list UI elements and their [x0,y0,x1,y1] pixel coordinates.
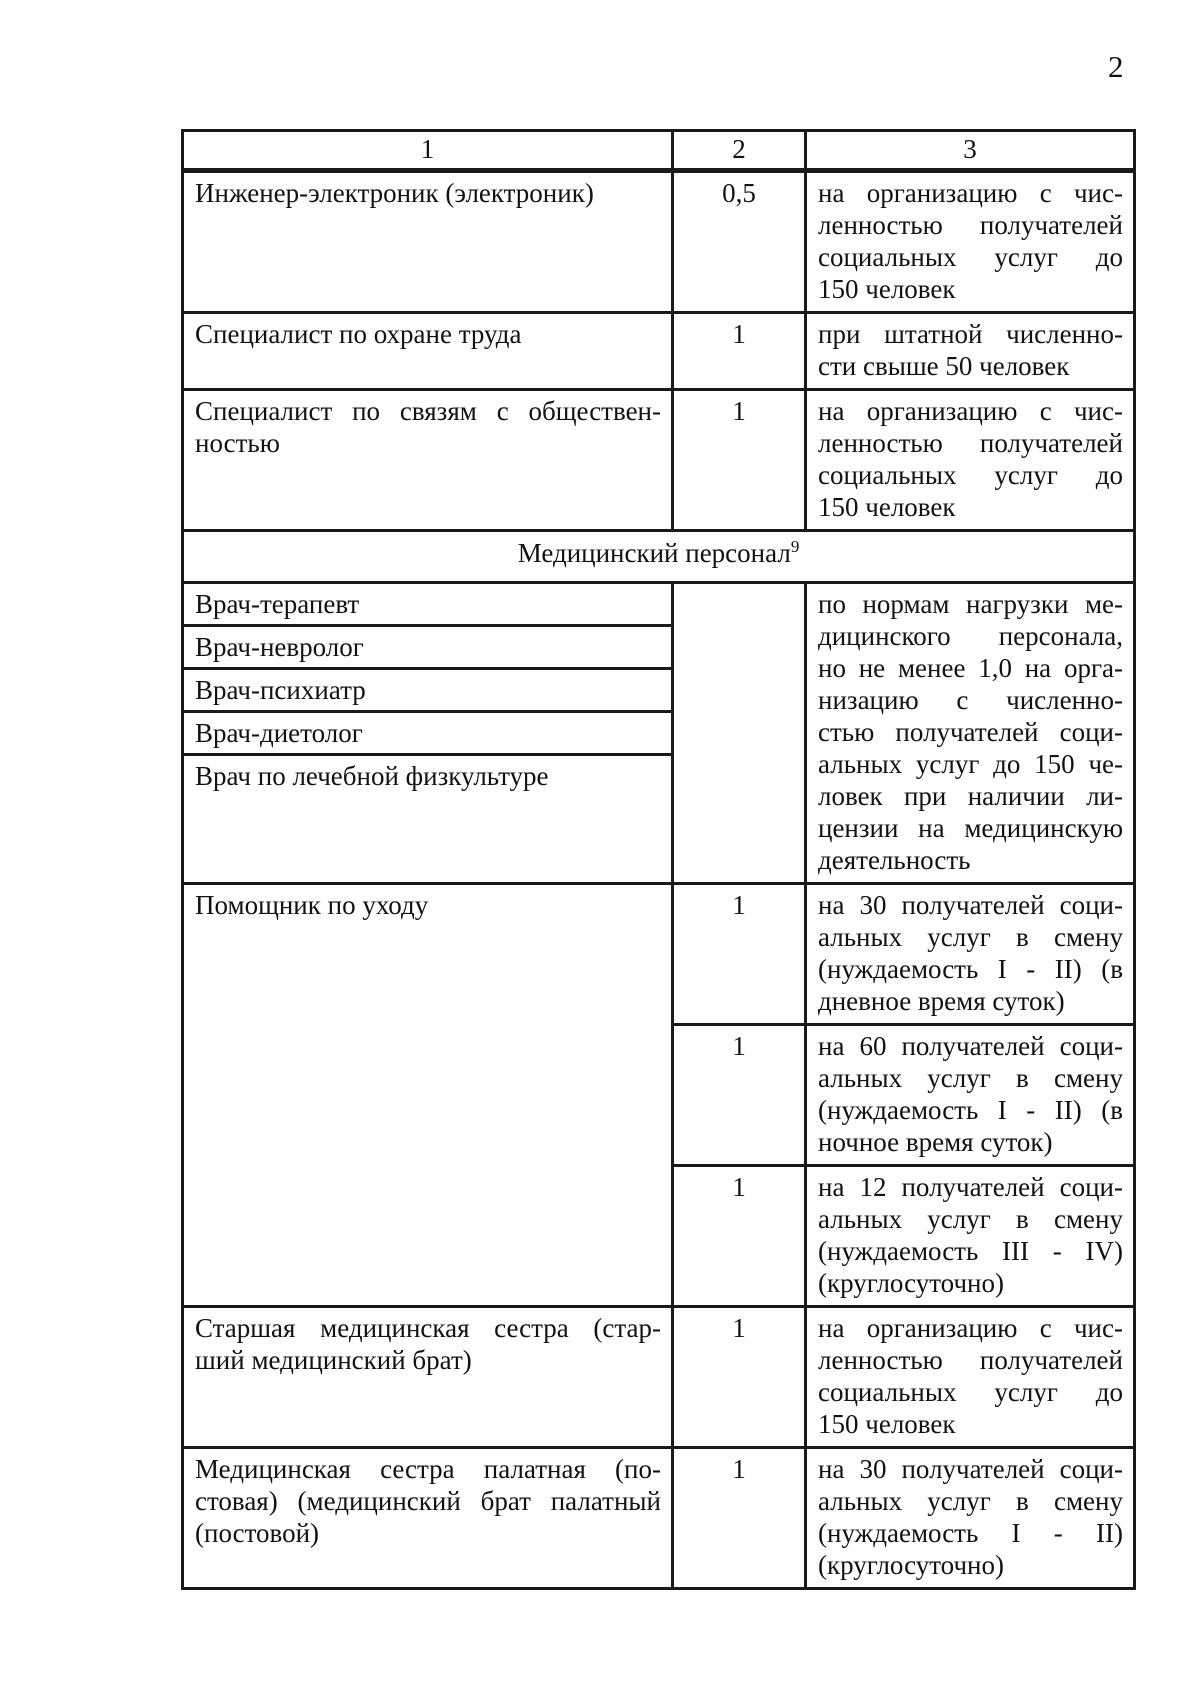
job-title-item: Врач-психиатр [184,670,671,713]
norm-cell [806,1025,1135,1166]
text-line: на организацию с чис- [818,1313,1123,1343]
text-line: альных услуг в смену [818,1486,1123,1516]
text-line: Медицинская сестра палатная (по- [195,1454,661,1484]
section-title: Медицинский персонал [517,538,791,568]
table-sub-row [183,884,1135,1025]
text-line: сти свыше 50 человек [818,351,1070,381]
job-title-cell [183,171,673,313]
text-line: (нуждаемость I - II) (в [818,1095,1123,1125]
norm-cell [806,171,1135,313]
norm-cell [806,1448,1135,1589]
job-title-cell [183,1307,673,1448]
table-row [183,171,1135,313]
units-cell [673,583,806,884]
job-title-cell [183,884,673,1307]
norm-text [818,1171,1123,1299]
text-line: Специалист по охране труда [195,319,522,349]
text-line: (нуждаемость I - II) (в [818,954,1123,984]
norm-text [818,177,1123,305]
text-line: ленностью получателей [818,428,1123,458]
norm-text [818,1312,1123,1440]
text-line: (круглосуточно) [818,1550,1004,1580]
text-line: альных услуг в смену [818,1063,1123,1093]
text-line: дицинского персонала, [818,621,1123,651]
table-body [183,131,1135,1589]
job-title-group-cell [183,583,673,884]
text-line: ленностью получателей [818,1345,1123,1375]
text-line: на 30 получателей соци- [818,890,1123,920]
section-header-row [183,531,1135,583]
norm-cell [806,884,1135,1025]
norm-cell [806,1307,1135,1448]
text-line: социальных услуг до [818,242,1123,272]
norm-text [818,1030,1123,1158]
text-line: но не менее 1,0 на орга- [818,653,1123,683]
text-line: 150 человек [818,1409,956,1439]
text-line: (нуждаемость III - IV) [818,1236,1123,1266]
units-cell: 1 [673,1307,806,1448]
job-title-item: Врач-невролог [184,627,671,670]
norm-cell [806,313,1135,390]
units-cell: 1 [673,1025,806,1166]
text-line: стью получателей соци- [818,717,1123,747]
footnote-ref: 9 [790,537,800,556]
norm-text [818,889,1123,1017]
table-row-group [183,583,1135,884]
units-cell: 1 [673,1166,806,1307]
job-title-cell [183,1448,673,1589]
text-line: ностью [195,428,280,458]
job-title-item: Врач по лечебной физкультуре [195,761,549,791]
text-line: при штатной численно- [818,319,1123,349]
table-row [183,313,1135,390]
text-line: низацию с численно- [818,685,1123,715]
text-line: 150 человек [818,274,956,304]
units-cell: 1 [673,884,806,1025]
text-line: Специалист по связям с обществен- [195,396,661,426]
norm-cell [806,390,1135,531]
text-line: 150 человек [818,492,956,522]
job-title-item: Врач-терапевт [184,584,671,627]
norm-text [818,588,1123,876]
table-row [183,1448,1135,1589]
units-cell: 1 [673,313,806,390]
text-line: на 30 получателей соци- [818,1454,1123,1484]
column-header-2: 2 [673,131,806,171]
job-title-cell [183,313,673,390]
job-title-cell [183,390,673,531]
text-line: Инженер-электроник (электроник) [195,178,594,208]
text-line: цензии на медицинскую [818,813,1123,843]
text-line: альных услуг в смену [818,922,1123,952]
norm-text [818,395,1123,523]
units-cell: 1 [673,1448,806,1589]
section-header-cell [183,531,1135,583]
table-row [183,1307,1135,1448]
text-line: на 12 получателей соци- [818,1172,1123,1202]
text-line: Помощник по уходу [195,890,429,920]
text-line: социальных услуг до [818,460,1123,490]
text-line: стовая) (медицинский брат палатный [195,1486,661,1516]
job-title-item: Врач-диетолог [184,713,671,756]
units-cell: 1 [673,390,806,531]
column-header-1: 1 [183,131,673,171]
text-line: альных услуг до 150 че- [818,749,1123,779]
text-line: ловек при наличии ли- [818,781,1123,811]
text-line: социальных услуг до [818,1377,1123,1407]
staffing-table [181,129,1136,1590]
norm-cell [806,1166,1135,1307]
text-line: деятельность [818,845,971,875]
text-line: по нормам нагрузки ме- [818,589,1123,619]
text-line: дневное время суток) [818,986,1065,1016]
text-line: Старшая медицинская сестра (стар- [195,1313,661,1343]
text-line: альных услуг в смену [818,1204,1123,1234]
text-line: (круглосуточно) [818,1268,1004,1298]
text-line: на 60 получателей соци- [818,1031,1123,1061]
norm-cell [806,583,1135,884]
text-line: на организацию с чис- [818,178,1123,208]
text-line: на организацию с чис- [818,396,1123,426]
text-line: (постовой) [195,1518,320,1548]
table-header-row [183,131,1135,171]
column-header-3: 3 [806,131,1135,171]
text-line: ший медицинский брат) [195,1345,472,1375]
norm-text [818,1453,1123,1581]
units-cell: 0,5 [673,171,806,313]
table-row [183,390,1135,531]
text-line: (нуждаемость I - II) [818,1518,1123,1548]
text-line: ночное время суток) [818,1127,1053,1157]
text-line: ленностью получателей [818,210,1123,240]
page-number: 2 [1108,49,1124,84]
